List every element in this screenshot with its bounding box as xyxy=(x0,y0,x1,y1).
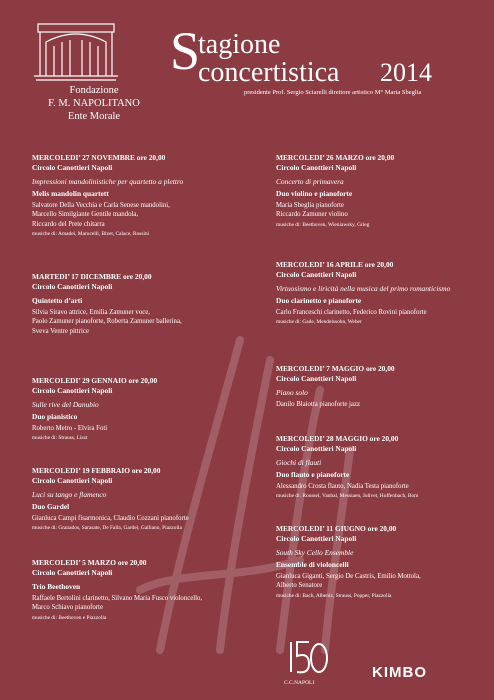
event-date: MARTEDI’ 17 DICEMBRE ore 20,00 xyxy=(32,272,152,281)
event-program: Duo Gardel xyxy=(32,502,70,511)
event-block xyxy=(32,558,262,622)
event-title: Concerto di primavera xyxy=(276,177,344,186)
foundation-line: Ente Morale xyxy=(67,111,121,122)
event-title: Sulle rive del Danubio xyxy=(32,400,99,409)
event-venue: Circolo Canottieri Napoli xyxy=(32,282,113,291)
event-performers: Riccardo del Prete chitarra xyxy=(32,220,105,228)
event-performers: Gianluca Campi fisarmonica, Claudio Cozzani pianoforte xyxy=(32,515,189,522)
event-title: Virtuosismo e liricità nella musica del primo romanticismo xyxy=(276,284,451,293)
event-title: South Sky Cello Ensemble xyxy=(276,548,354,557)
event-performers: Paolo Zamuner pianoforte, Roberta Zamuner ballerina, xyxy=(32,318,182,326)
anniversary-caption: C.C.NAPOLI xyxy=(284,680,315,686)
event-performers: Riccardo Zamuner violino xyxy=(276,211,348,219)
event-program: Quintetto d’arti xyxy=(32,296,83,305)
event-date: MERCOLEDI’ 16 APRILE ore 20,00 xyxy=(276,260,394,269)
event-date: MERCOLEDI’ 28 MAGGIO ore 20,00 xyxy=(276,434,399,443)
event-performers: Alberto Senatore xyxy=(276,582,323,590)
event-performers: Salvatore Della Vecchia e Carla Senese mandolini, xyxy=(32,202,170,209)
event-date: MERCOLEDI’ 19 FEBBRAIO ore 20,00 xyxy=(32,466,161,475)
event-venue: Circolo Canottieri Napoli xyxy=(276,374,357,383)
event-date: MERCOLEDI’ 26 MARZO ore 20,00 xyxy=(276,153,395,162)
event-program: Piano solo xyxy=(276,388,308,397)
event-block xyxy=(276,524,494,600)
event-music: musiche di: Bach, Albeniz, Strauss, Popper, Piazzolla xyxy=(276,592,392,599)
event-performers: Maria Sbeglia pianoforte xyxy=(276,202,344,209)
event-venue: Circolo Canottieri Napoli xyxy=(276,534,357,543)
event-performers: Raffaele Bertolini clarinetto, Silvano Maria Fusco violoncello, xyxy=(32,595,203,602)
event-block xyxy=(276,364,494,409)
event-program: Duo flauto e pianoforte xyxy=(276,470,350,479)
event-music: musiche di: Gade, Mendelssohn, Weber xyxy=(276,319,362,326)
event-performers: Roberto Metro - Elvira Foti xyxy=(32,425,108,432)
event-music: musiche di: Strauss, Liszt xyxy=(32,435,88,442)
event-performers: Sveva Ventre pittrice xyxy=(32,327,89,335)
title-line-1: tagione xyxy=(198,29,281,60)
event-title: Luci su tango e flamenco xyxy=(32,490,107,499)
event-venue: Circolo Canottieri Napoli xyxy=(32,386,113,395)
event-date: MERCOLEDI’ 11 GIUGNO ore 20,00 xyxy=(276,524,397,533)
event-music: musiche di: Beethoven e Piazzolla xyxy=(32,614,107,621)
event-performers: Silvia Siravo attrice, Emilia Zamuner voce, xyxy=(32,309,150,316)
event-program: Duo pianistico xyxy=(32,412,78,421)
event-program: Trio Beethoven xyxy=(32,582,81,591)
event-performers: Gianluca Giganti, Sergio De Castris, Emilio Mottola, xyxy=(276,573,421,580)
event-venue: Circolo Canottieri Napoli xyxy=(276,270,357,279)
event-title: Giochi di flauti xyxy=(276,458,322,467)
event-music: musiche di: Granados, Sarasate, De Falla, Gardel, Galliano, Piazzolla xyxy=(32,525,182,532)
event-performers: Danilo Blaiotta pianoforte jazz xyxy=(276,401,360,408)
event-performers: Alessandro Crosta flauto, Nadia Testa pianoforte xyxy=(276,483,409,490)
event-block xyxy=(32,466,262,532)
event-venue: Circolo Canottieri Napoli xyxy=(32,568,113,577)
event-venue: Circolo Canottieri Napoli xyxy=(276,163,357,172)
event-music: musiche di: Beethoven, Wieniawsky, Grieg xyxy=(276,221,370,228)
event-program: Ensemble di violoncelli xyxy=(276,560,349,569)
event-block xyxy=(276,434,494,500)
event-date: MERCOLEDI’ 5 MARZO ore 20,00 xyxy=(32,558,147,567)
title-year: 2014 xyxy=(380,58,432,87)
event-block xyxy=(32,376,262,442)
event-performers: Marcello Similgiante Gentile mandola, xyxy=(32,211,139,219)
event-venue: Circolo Canottieri Napoli xyxy=(276,444,357,453)
event-music: musiche di: Amadei, Marucelli, Bizet, Calace, Rossini xyxy=(32,231,150,238)
event-date: MERCOLEDI’ 7 MAGGIO ore 20,00 xyxy=(276,364,395,373)
event-block xyxy=(32,153,262,238)
event-block xyxy=(276,260,494,326)
foundation-logo xyxy=(30,20,122,84)
event-venue: Circolo Canottieri Napoli xyxy=(32,163,113,172)
event-venue: Circolo Canottieri Napoli xyxy=(32,476,113,485)
foundation-name xyxy=(24,84,164,123)
title-initial: S xyxy=(170,21,201,81)
title-line-2: concertistica xyxy=(198,57,340,88)
event-performers: Marco Schiavo pianoforte xyxy=(32,604,103,612)
foundation-line: Fondazione xyxy=(69,85,119,96)
credits: presidente Prof. Sergio Sciarelli direttore artistico M° Maria Sbeglia xyxy=(244,89,422,96)
anniversary-logo xyxy=(283,636,331,678)
event-date: MERCOLEDI’ 29 GENNAIO ore 20,00 xyxy=(32,376,158,385)
foundation-line: F. M. NAPOLITANO xyxy=(48,98,140,109)
event-block xyxy=(276,153,494,229)
event-program: Duo clarinetto e pianoforte xyxy=(276,296,362,305)
event-performers: Carlo Franceschi clarinetto, Federico Rovini pianoforte xyxy=(276,309,427,316)
event-date: MERCOLEDI’ 27 NOVEMBRE ore 20,00 xyxy=(32,153,166,162)
event-block xyxy=(32,272,262,336)
event-program: Melis mandolin quartett xyxy=(32,189,109,198)
sponsor-logo: KIMBO xyxy=(372,664,427,681)
event-music: musiche di: Roussel, Vanhal, Messiaen, Jolivet, Hoffenbach, Bom xyxy=(276,493,419,500)
event-program: Duo violino e pianoforte xyxy=(276,189,353,198)
event-title: Impressioni mandolinistiche per quartetto a plettro xyxy=(32,177,184,186)
